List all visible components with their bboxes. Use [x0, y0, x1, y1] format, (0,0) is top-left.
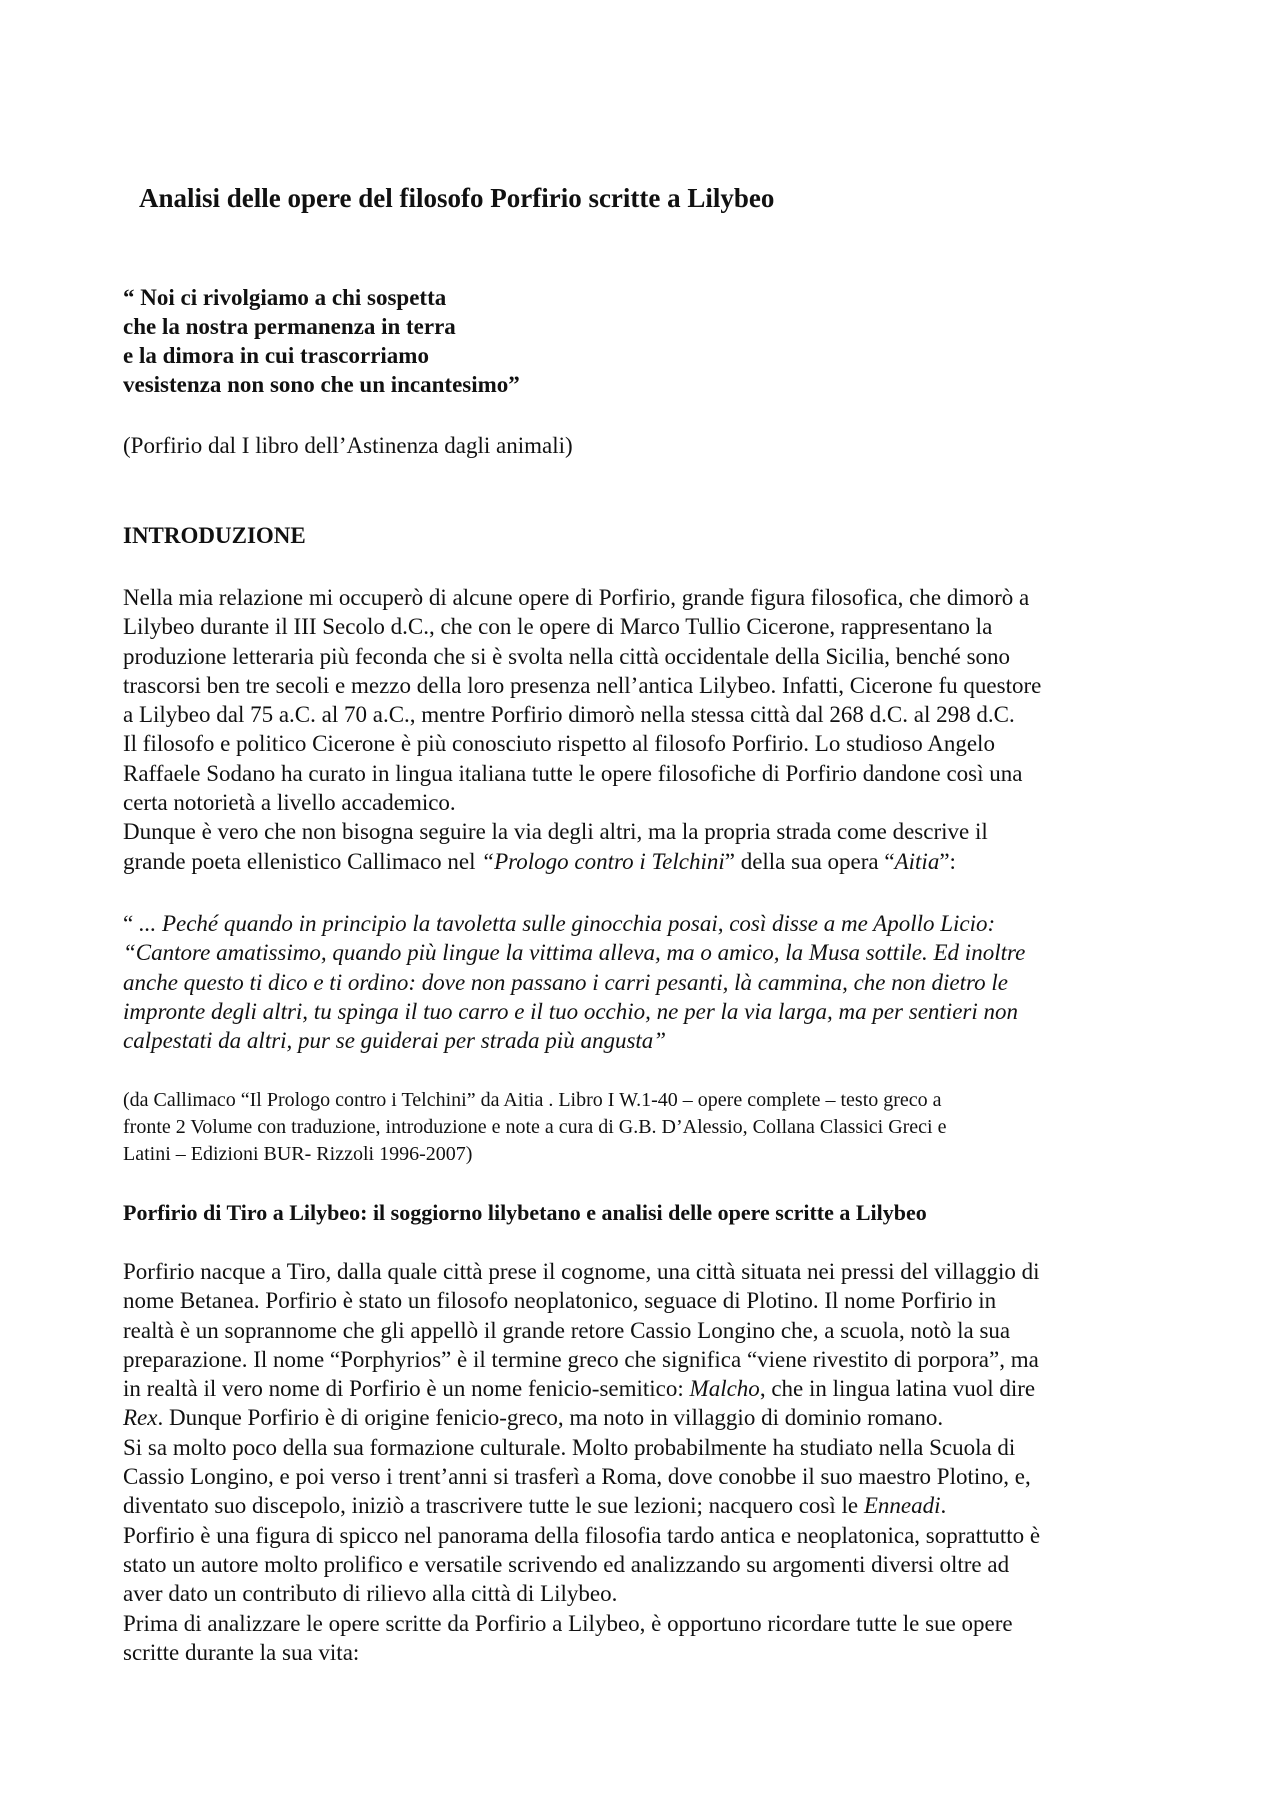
citation-line: fronte 2 Volume con traduzione, introduzione e note a cura di G.B. D’Alessio, Collana Classici Greci e	[123, 1116, 947, 1138]
text-segment: diventato suo discepolo, iniziò a trascrivere tutte le sue lezioni; nacquero così le	[123, 1493, 864, 1519]
text-line: realtà è un soprannome che gli appellò il grande retore Cassio Longino che, a scuola, notò la sua	[123, 1317, 1011, 1343]
text-line: nome Betanea. Porfirio è stato un filosofo neoplatonico, seguace di Plotino. Il nome Porfirio in	[123, 1288, 997, 1314]
epigraph-line: e la dimora in cui trascorriamo	[123, 343, 429, 368]
text-segment: grande poeta ellenistico Callimaco nel	[123, 848, 482, 874]
text-line: produzione letteraria più feconda che si è svolta nella città occidentale della Sicilia, benché sono	[123, 643, 1011, 669]
text-line: Lilybeo durante il III Secolo d.C., che con le opere di Marco Tullio Cicerone, rappresentano la	[123, 614, 993, 640]
work-title-prologo: “Prologo contro i Telchini	[481, 848, 725, 874]
text-line: Prima di analizzare le opere scritte da Porfirio a Lilybeo, è opportuno ricordare tutte le sue opere	[123, 1610, 1013, 1636]
name-malcho: Malcho	[689, 1376, 760, 1402]
text-segment: in realtà il vero nome di Porfirio è un nome fenicio-semitico:	[123, 1376, 690, 1402]
text-line	[123, 1403, 1040, 1432]
citation-line: Latini – Edizioni BUR- Rizzoli 1996-2007)	[123, 1143, 473, 1165]
text-line: certa notorietà a livello accademico.	[123, 790, 456, 816]
quote-line	[123, 909, 1025, 938]
epigraph-quote	[123, 283, 520, 399]
text-segment: ”:	[939, 848, 956, 874]
epigraph-source: (Porfirio dal I libro dell’Astinenza dagli animali)	[123, 433, 573, 458]
quote-open-mark: “	[123, 911, 139, 936]
epigraph-line: vesistenza non sono che un incantesimo”	[123, 372, 520, 397]
text-line: aver dato un contributo di rilievo alla città di Lilybeo.	[123, 1581, 618, 1607]
text-segment: ” della sua opera “	[724, 848, 895, 874]
text-line: scritte durante la sua vita:	[123, 1639, 360, 1665]
epigraph-line: “ Noi ci rivolgiamo a chi sospetta	[123, 285, 447, 310]
citation-line: (da Callimaco “Il Prologo contro i Telchini” da Aitia . Libro I W.1-40 – opere complete – testo greco a	[123, 1089, 942, 1111]
text-line: trascorsi ben tre secoli e mezzo della loro presenza nell’antica Lilybeo. Infatti, Cicerone fu questore	[123, 672, 1042, 698]
text-segment: . Dunque Porfirio è di origine fenicio-greco, ma noto in villaggio di dominio romano.	[157, 1405, 944, 1431]
document-title: Analisi delle opere del filosofo Porfirio scritte a Lilybeo	[139, 183, 775, 213]
bibliographic-citation	[123, 1087, 947, 1168]
introduction-heading: INTRODUZIONE	[123, 523, 306, 548]
text-line: Porfirio nacque a Tiro, dalla quale città prese il cognome, una città situata nei pressi del villaggio di	[123, 1259, 1040, 1284]
text-segment: , che in lingua latina vuol dire	[759, 1376, 1036, 1402]
biography-paragraph	[123, 1257, 1040, 1667]
work-title-aitia: Aitia	[894, 848, 940, 874]
epigraph-line: che la nostra permanenza in terra	[123, 314, 456, 339]
section-heading: Porfirio di Tiro a Lilybeo: il soggiorno lilybetano e analisi delle opere scritte a Lilybeo	[123, 1200, 927, 1225]
text-line	[123, 1491, 1040, 1520]
work-title-enneadi: Enneadi	[863, 1493, 941, 1519]
text-line: preparazione. Il nome “Porphyrios” è il termine greco che significa “viene rivestito di porpora”, ma	[123, 1346, 1039, 1372]
text-line: Raffaele Sodano ha curato in lingua italiana tutte le opere filosofiche di Porfirio dandone così una	[123, 760, 1023, 786]
text-line	[123, 847, 1041, 876]
quote-line: “Cantore amatissimo, quando più lingue la vittima alleva, ma o amico, la Musa sottile. Ed inoltre	[123, 940, 1026, 966]
quote-line: calpestati da altri, pur se guiderai per strada più angusta”	[123, 1028, 667, 1054]
text-line: stato un autore molto prolifico e versatile scrivendo ed analizzando su argomenti diversi oltre ad	[123, 1551, 1010, 1577]
quote-line: impronte degli altri, tu spinga il tuo carro e il tuo occhio, ne per la via larga, ma per sentieri non	[123, 998, 1019, 1024]
callimachus-quote	[123, 909, 1025, 1055]
introduction-paragraph	[123, 583, 1041, 876]
text-segment: ... Peché quando in principio la tavoletta sulle ginocchia posai, così disse a me Apollo Licio:	[138, 911, 996, 936]
word-rex: Rex	[123, 1405, 158, 1431]
text-line: Dunque è vero che non bisogna seguire la via degli altri, ma la propria strada come descrive il	[123, 819, 988, 845]
text-line: Nella mia relazione mi occuperò di alcune opere di Porfirio, grande figura filosofica, che dimorò a	[123, 585, 1030, 610]
quote-line: anche questo ti dico e ti ordino: dove non passano i carri pesanti, là cammina, che non dietro le	[123, 969, 1008, 995]
text-line	[123, 1374, 1040, 1403]
text-line: Porfirio è una figura di spicco nel panorama della filosofia tardo antica e neoplatonica, soprattutto è	[123, 1522, 1041, 1548]
text-line: a Lilybeo dal 75 a.C. al 70 a.C., mentre Porfirio dimorò nella stessa città dal 268 d.C. al 298 d.C.	[123, 702, 1015, 728]
text-line: Il filosofo e politico Cicerone è più conosciuto rispetto al filosofo Porfirio. Lo studioso Angelo	[123, 731, 995, 757]
text-segment: .	[940, 1493, 947, 1519]
text-line: Si sa molto poco della sua formazione culturale. Molto probabilmente ha studiato nella Scuola di	[123, 1434, 1016, 1460]
text-line: Cassio Longino, e poi verso i trent’anni si trasferì a Roma, dove conobbe il suo maestro Plotino, e,	[123, 1464, 1031, 1490]
